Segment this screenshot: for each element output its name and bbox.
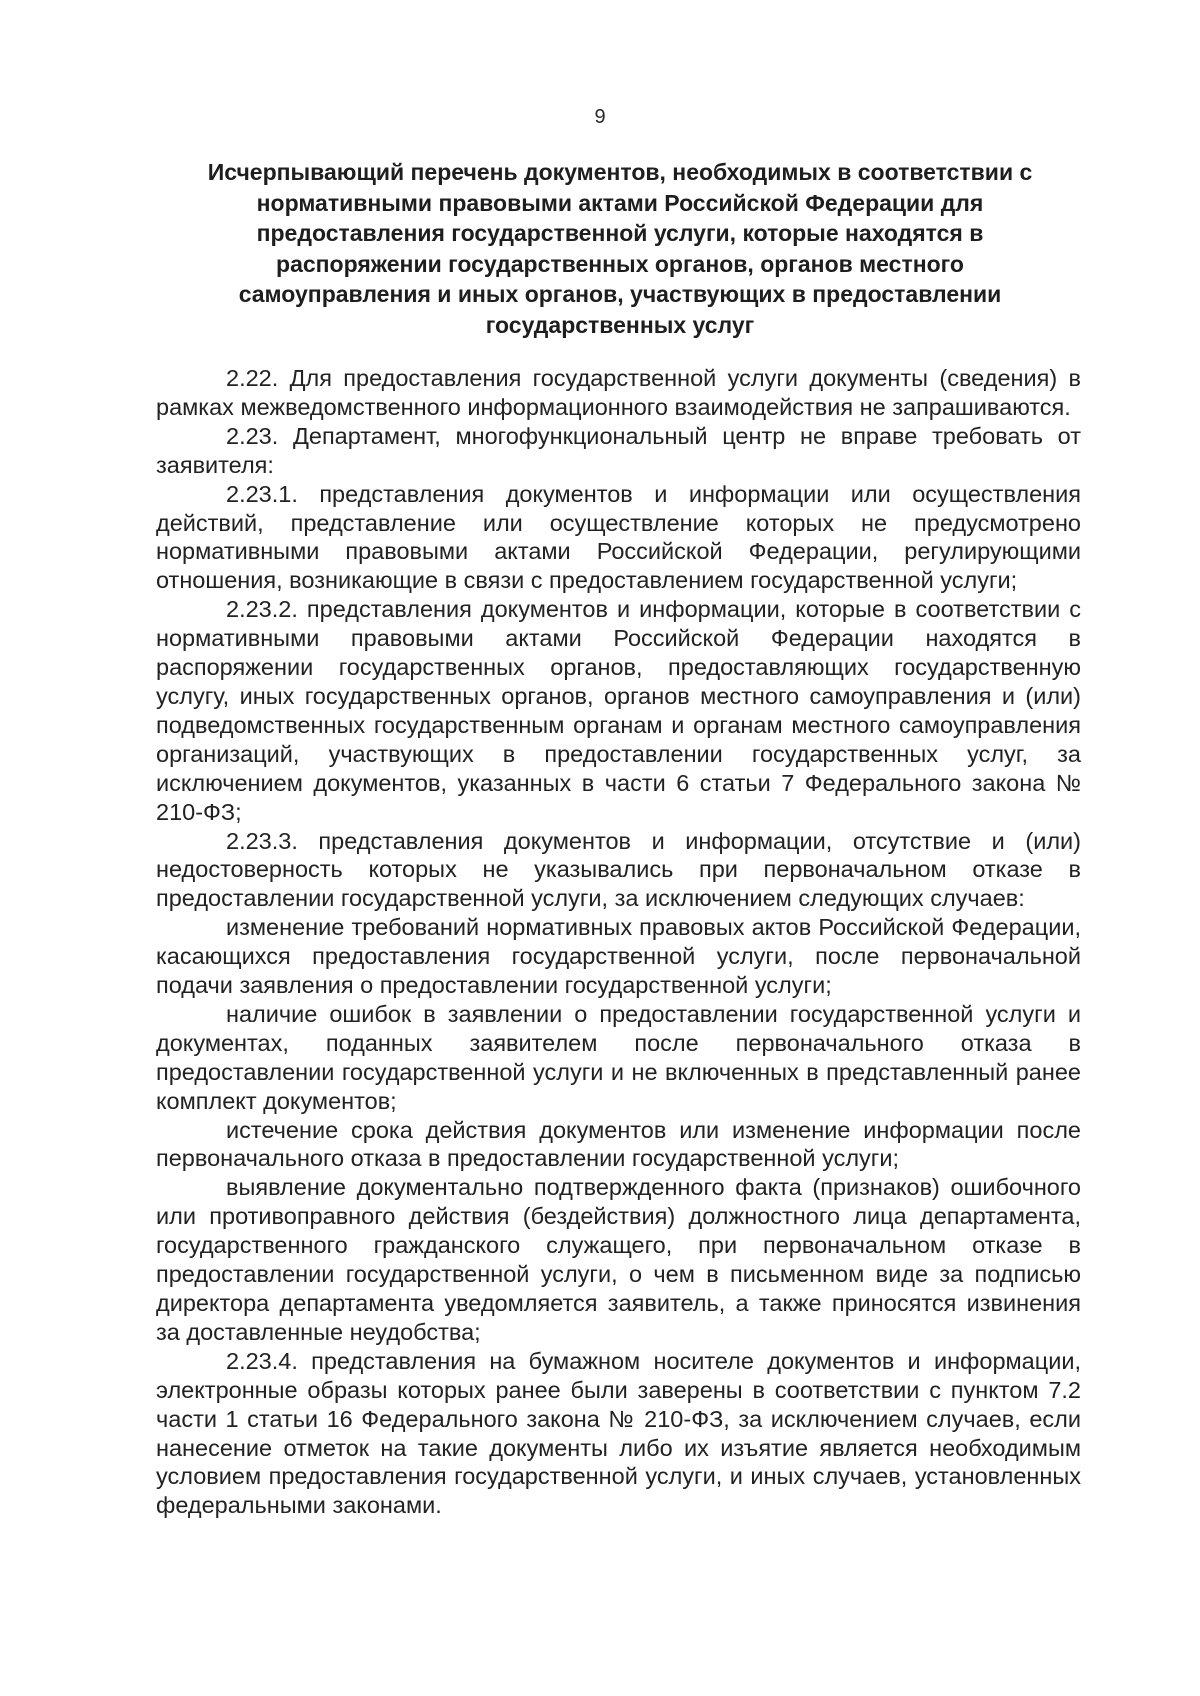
exception-item-application-errors: наличие ошибок в заявлении о предоставлении государственной услуги и документах, поданных заявителем после первоначального отказа в предоставлении государственной услуги и не включенных в представленный ранее комплект документов; xyxy=(156,1000,1081,1114)
exception-item-requirements-change: изменение требований нормативных правовых актов Российской Федерации, касающихся предоставления государственной услуги, после первоначальной подачи заявления о предоставлении государственной услуги; xyxy=(156,914,1081,999)
exception-item-official-misconduct: выявление документально подтвержденного факта (признаков) ошибочного или противоправного действия (бездействия) должностного лица департамента, государственного гражданского служащего, при первоначальном отказе в предоставлении государственной услуги, о чем в письменном виде за подписью директора департамента уведомляется заявитель, а также приносятся извинения за доставленные неудобства; xyxy=(156,1174,1081,1345)
page-number: 9 xyxy=(594,106,606,128)
paragraph-2-23-2: 2.23.2. представления документов и информации, которые в соответствии с нормативными правовыми актами Российской Федерации находятся в распоряжении государственных органов, предоставляющих государственную услугу, иных государственных органов, органов местного самоуправления и (или) подведомственных государственным органам и органам местного самоуправления организаций, участвующих в предоставлении государственных услуг, за исключением документов, указанных в части 6 статьи 7 Федерального закона № 210-ФЗ; xyxy=(156,596,1081,825)
paragraph-2-23: 2.23. Департамент, многофункциональный центр не вправе требовать от заявителя: xyxy=(156,422,1081,478)
section-heading: Исчерпывающий перечень документов, необходимых в соответствии с нормативными правовыми актами Российской Федерации для предоставления государственной услуги, которые находятся в распоряжении государственных органов, органов местного самоуправления и иных органов, участвующих в предоставлении государственных услуг xyxy=(207,159,1033,338)
paragraph-2-23-4: 2.23.4. представления на бумажном носителе документов и информации, электронные образы которых ранее были заверены в соответствии с пунктом 7.2 части 1 статьи 16 Федерального закона № 210-ФЗ, за исключением случаев, если нанесение отметок на такие документы либо их изъятие является необходимым условием предоставления государственной услуги, и иных случаев, установленных федеральными законами. xyxy=(156,1347,1081,1519)
paragraph-2-23-1: 2.23.1. представления документов и информации или осуществления действий, представление или осуществление которых не предусмотрено нормативными правовыми актами Российской Федерации, регулирующими отношения, возникающие в связи с предоставлением государственной услуги; xyxy=(156,480,1081,594)
document-body xyxy=(156,364,1081,1520)
paragraph-2-22: 2.22. Для предоставления государственной услуги документы (сведения) в рамках межведомственного информационного взаимодействия не запрашиваются. xyxy=(156,365,1081,420)
paragraph-2-23-3: 2.23.3. представления документов и информации, отсутствие и (или) недостоверность которых не указывались при первоначальном отказе в предоставлении государственной услуги, за исключением следующих случаев: xyxy=(156,827,1081,912)
exception-item-document-expiry: истечение срока действия документов или изменение информации после первоначального отказа в предоставлении государственной услуги; xyxy=(156,1116,1081,1172)
